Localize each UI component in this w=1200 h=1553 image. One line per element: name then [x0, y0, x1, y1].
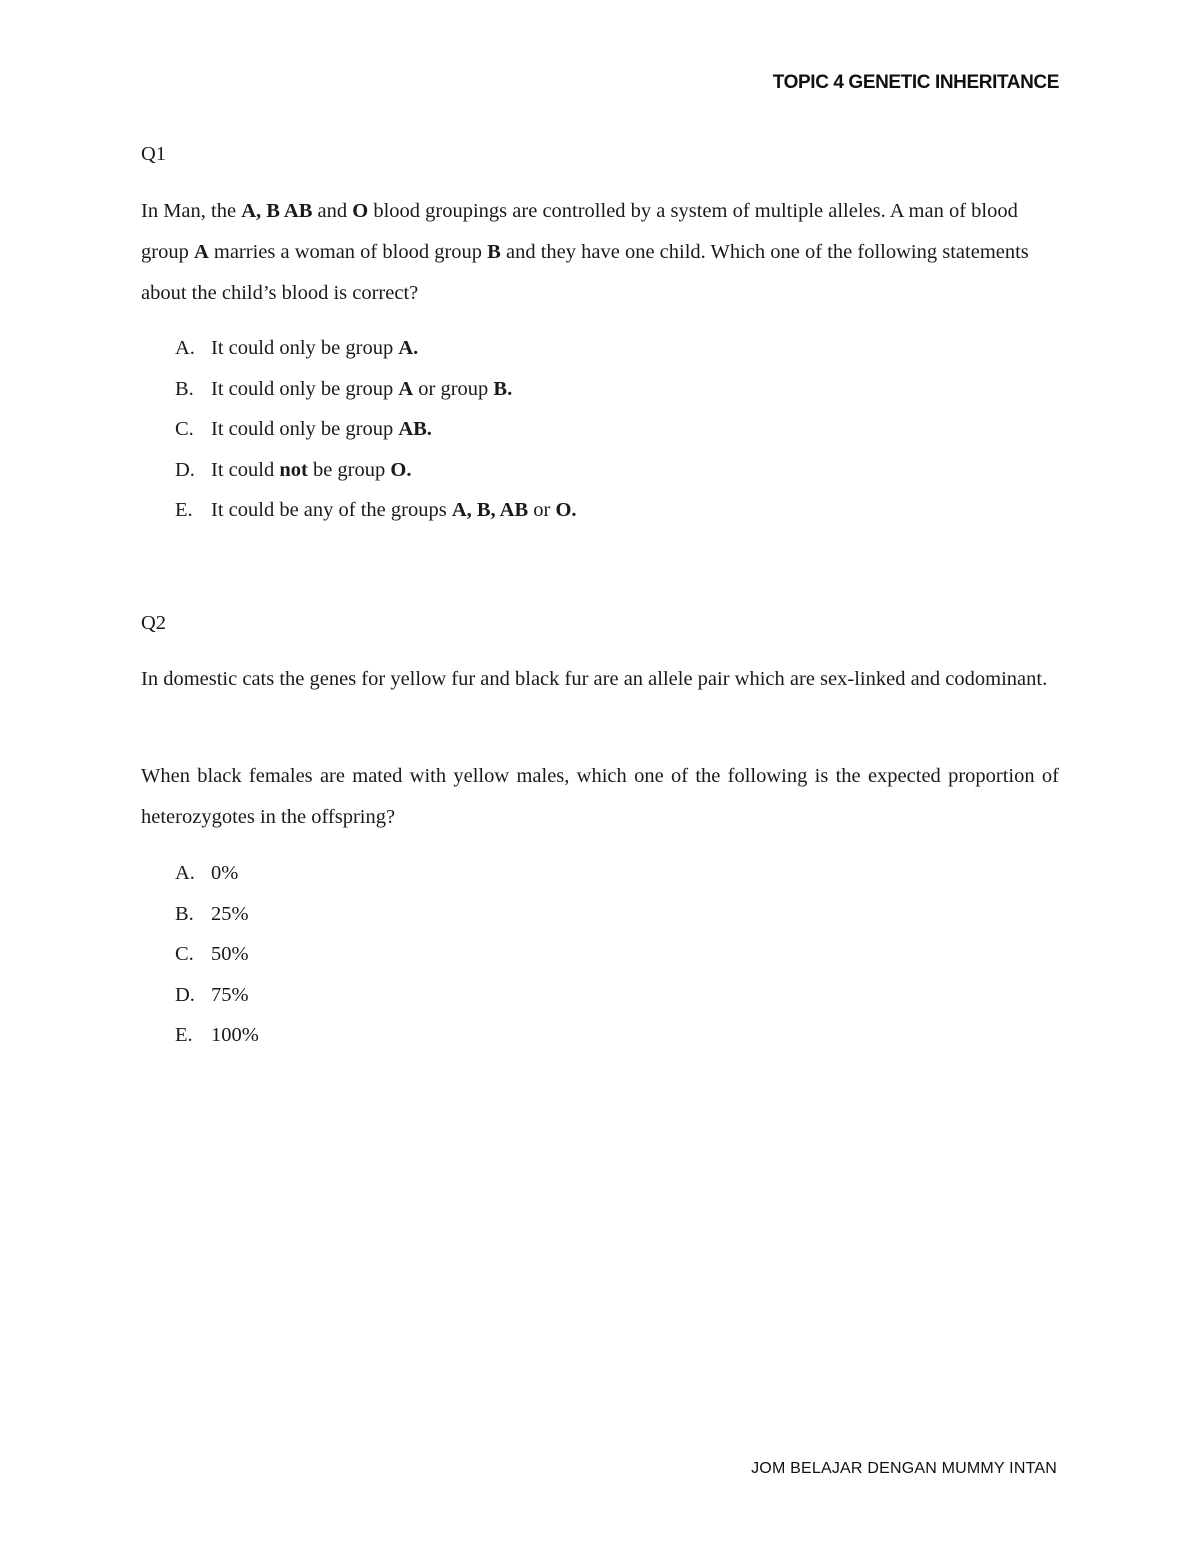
q2-option-d: [175, 975, 259, 1016]
option-letter: A.: [175, 337, 195, 359]
q1-option-b: [175, 369, 577, 410]
question-2-options: [175, 853, 259, 1056]
q1-option-d: [175, 450, 577, 491]
option-bold: O.: [555, 499, 577, 522]
option-text: or group: [413, 377, 494, 400]
q1-stem-bold-1: A, B AB: [241, 200, 313, 222]
option-bold: B.: [493, 377, 513, 400]
question-2-paragraph-1: In domestic cats the genes for yellow fur and black fur are an allele pair which are sex-linked and codominant.: [141, 668, 1048, 690]
question-1-options: [175, 328, 577, 531]
option-bold: O.: [390, 458, 412, 481]
q2-option-c: [175, 934, 259, 975]
option-letter: B.: [175, 377, 194, 400]
option-letter: A.: [175, 862, 195, 884]
page-header-title: TOPIC 4 GENETIC INHERITANCE: [772, 72, 1059, 93]
q2-option-e: [175, 1015, 259, 1056]
option-text: It could only be group: [211, 418, 399, 441]
option-text: It could: [211, 458, 280, 481]
q1-stem-text-4: marries a woman of blood group: [208, 241, 488, 263]
option-text: be group: [307, 458, 391, 481]
option-text: or: [528, 499, 556, 522]
q2-option-b: [175, 894, 259, 935]
page-footer-text: JOM BELAJAR DENGAN MUMMY INTAN: [751, 1460, 1057, 1477]
option-letter: D.: [175, 458, 195, 481]
q1-stem-text-5: and they have one child. Which one of the following statements about the child’s blood is correct?: [141, 241, 1029, 304]
q1-stem-bold-3: A: [193, 241, 209, 263]
question-1-stem: [141, 191, 1059, 314]
q1-option-e: [175, 490, 577, 531]
q1-option-a: [175, 328, 577, 369]
option-letter: E.: [175, 1024, 193, 1047]
option-letter: B.: [175, 902, 194, 925]
option-letter: D.: [175, 983, 195, 1006]
q1-stem-text-1: In Man, the: [141, 200, 242, 222]
option-text: 0%: [211, 862, 239, 884]
option-text: 50%: [211, 943, 249, 966]
option-text: 100%: [211, 1024, 259, 1047]
q1-option-c: [175, 409, 577, 450]
option-bold: A: [398, 377, 414, 400]
q1-stem-text-2: and: [312, 200, 353, 222]
q2-option-a: [175, 853, 259, 894]
option-text: 25%: [211, 902, 249, 925]
question-2-label: Q2: [141, 612, 167, 634]
option-bold: A.: [398, 337, 419, 359]
option-letter: E.: [175, 499, 193, 522]
option-text: It could only be group: [211, 337, 399, 359]
option-text: 75%: [211, 983, 249, 1006]
option-bold: A, B, AB: [451, 499, 529, 522]
question-1-label: Q1: [141, 143, 167, 165]
question-2-paragraph-2: When black females are mated with yellow males, which one of the following is the expected proportion of heterozygotes in the offspring?: [141, 765, 1059, 828]
q1-stem-text-3: blood groupings are controlled by a system of multiple alleles. A man of blood group: [141, 200, 1018, 263]
option-letter: C.: [175, 943, 194, 966]
q1-stem-bold-4: B: [487, 241, 501, 263]
option-text: It could be any of the groups: [211, 499, 452, 522]
option-bold: not: [279, 458, 308, 481]
q1-stem-bold-2: O: [352, 200, 369, 222]
option-text: It could only be group: [211, 377, 399, 400]
option-bold: AB.: [398, 418, 432, 441]
option-letter: C.: [175, 418, 194, 441]
